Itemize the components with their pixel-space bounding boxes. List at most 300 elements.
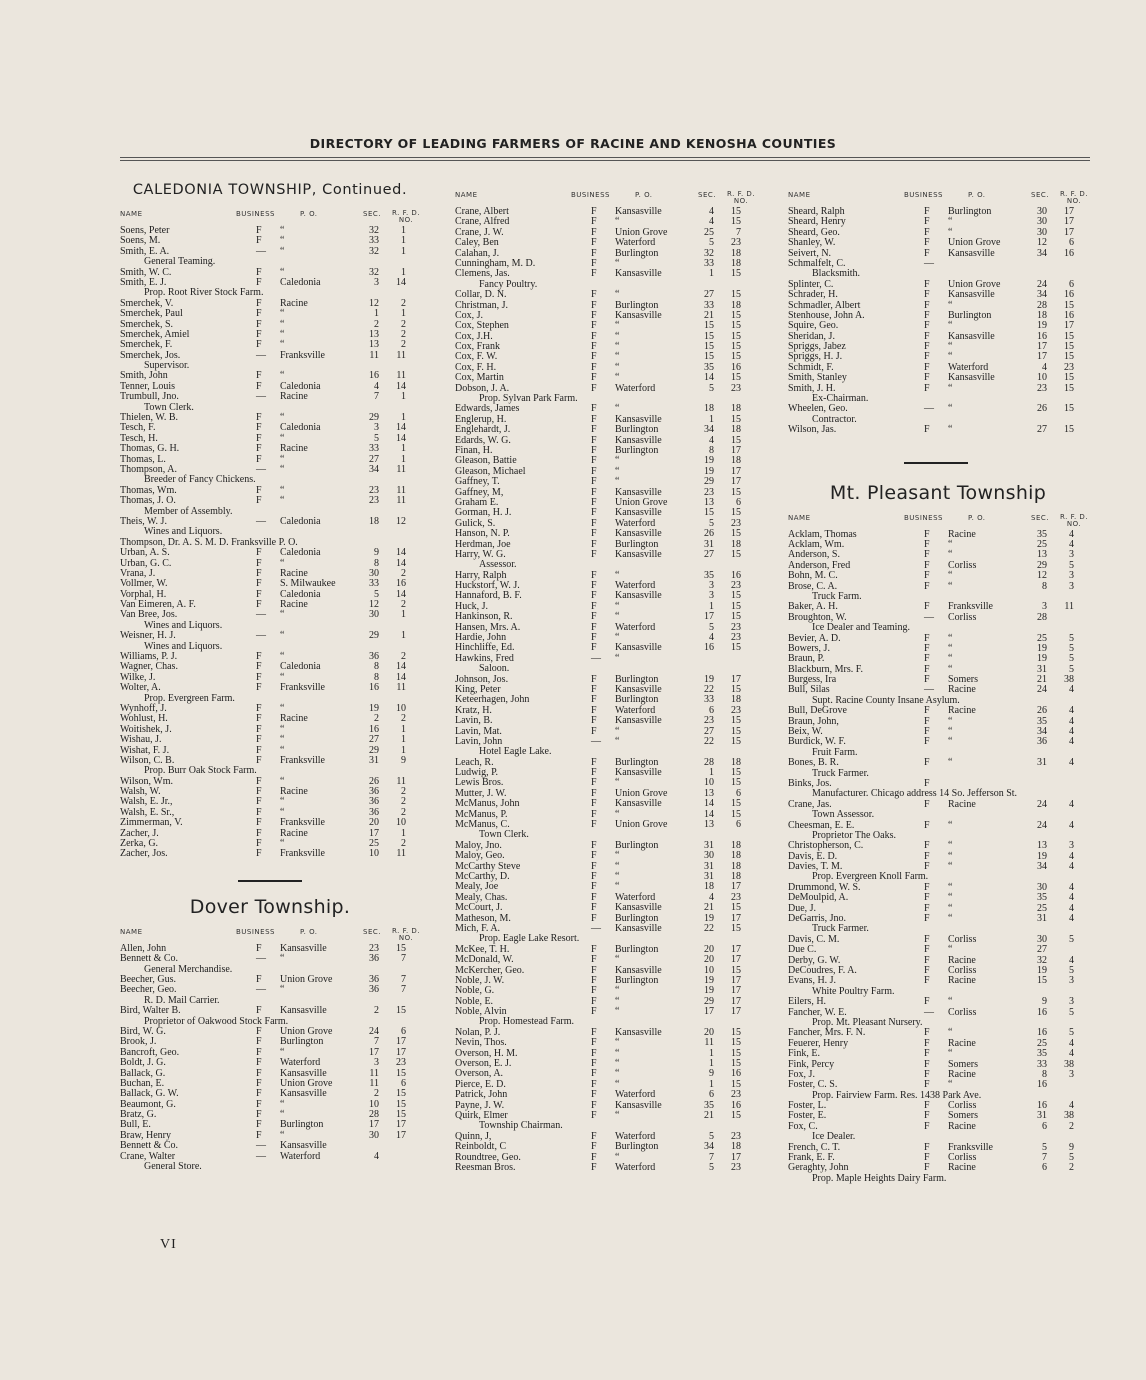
entry-rfd: 2 (401, 339, 406, 351)
entry-business: — (924, 1006, 934, 1018)
entry-sec: 10 (1037, 372, 1047, 384)
entry-name: Payne, J. W. (455, 1099, 505, 1111)
entry-note: Hotel Eagle Lake. (479, 746, 552, 758)
entry-sec: 4 (1042, 361, 1047, 373)
entry-note: General Store. (144, 1161, 202, 1173)
entry-sec: 5 (709, 382, 714, 394)
entry-name: Finan, H. (455, 444, 493, 456)
entry-sec: 16 (704, 642, 714, 654)
entry-name: DeMoulpid, A. (788, 892, 849, 904)
entry-po: Burlington (615, 943, 659, 955)
entry-rfd: 6 (1069, 237, 1074, 249)
directory-entry (455, 1142, 755, 1152)
entry-po: Racine (280, 786, 308, 798)
entry-business: F (591, 1161, 597, 1173)
entry-po: “ (615, 216, 620, 228)
entry-sec: 32 (369, 266, 379, 278)
header-business: BUSINESS (904, 513, 943, 522)
entry-sec: 35 (1037, 892, 1047, 904)
entry-po: “ (280, 463, 285, 475)
entry-rfd: 2 (401, 838, 406, 850)
entry-sec: 9 (374, 547, 379, 559)
entry-business: F (924, 570, 930, 582)
entry-sec: 27 (1037, 944, 1047, 956)
entry-sec: 4 (709, 632, 714, 644)
entry-rfd: 17 (731, 673, 741, 685)
entry-sec: 21 (704, 1109, 714, 1121)
entry-sec: 16 (369, 370, 379, 382)
entry-name: Broughton, W. (788, 611, 847, 623)
entry-business: F (256, 1025, 262, 1037)
entry-business: F (591, 548, 597, 560)
entry-po: Racine (948, 528, 976, 540)
entry-sec: 2 (374, 1088, 379, 1100)
entry-po: “ (280, 630, 285, 642)
entry-sec: 30 (369, 567, 379, 579)
entry-po: “ (615, 611, 620, 623)
entry-po: “ (948, 580, 953, 592)
entry-sec: 6 (1042, 1162, 1047, 1174)
entry-business: F (591, 476, 597, 488)
entry-po: Racine (280, 297, 308, 309)
entry-rfd: 11 (396, 463, 406, 475)
entry-business: F (924, 944, 930, 956)
entry-name: Huckstorf, W. J. (455, 580, 520, 592)
entry-business: F (924, 840, 930, 852)
entry-po: “ (615, 372, 620, 384)
entry-name: Lewis Bros. (455, 777, 504, 789)
entry-business: F (591, 819, 597, 831)
entry-name: King, Peter (455, 683, 501, 695)
entry-note: Prop. Eagle Lake Resort. (479, 933, 580, 945)
entry-po: Kansasville (615, 922, 662, 934)
entry-business: F (591, 341, 597, 353)
entry-name: McManus, P. (455, 808, 508, 820)
entry-rfd: 11 (396, 682, 406, 694)
entry-business: F (591, 600, 597, 612)
entry-po: “ (948, 840, 953, 852)
entry-name: Gaffney, T. (455, 476, 500, 488)
entry-business: F (924, 580, 930, 592)
entry-po: “ (948, 736, 953, 748)
entry-rfd: 18 (731, 299, 741, 311)
entry-rfd: 23 (731, 891, 741, 903)
entry-name: Bowers, J. (788, 642, 830, 654)
entry-rfd: 5 (1069, 632, 1074, 644)
entry-sec: 5 (709, 1130, 714, 1142)
entry-sec: 7 (1042, 1152, 1047, 1164)
entry-sec: 24 (1037, 798, 1047, 810)
entry-rfd: 3 (1069, 996, 1074, 1008)
entry-po: Kansasville (615, 798, 662, 810)
entry-rfd: 15 (1064, 382, 1074, 394)
entry-rfd: 1 (401, 827, 406, 839)
entry-rfd: 6 (736, 787, 741, 799)
entry-po: Burlington (615, 1141, 659, 1153)
entry-rfd: 7 (401, 974, 406, 985)
entry-name: Gulick, S. (455, 517, 496, 529)
entry-rfd: 23 (731, 621, 741, 633)
entry-rfd: 17 (1064, 216, 1074, 228)
entry-business: F (924, 372, 930, 384)
entry-business: F (591, 1068, 597, 1080)
entry-business: F (591, 985, 597, 997)
entry-sec: 14 (704, 372, 714, 384)
entry-rfd: 17 (396, 1129, 406, 1141)
entry-po: Waterford (615, 1089, 656, 1101)
entry-sec: 4 (374, 1150, 379, 1162)
entry-rfd: 4 (1069, 1100, 1074, 1112)
entry-rfd: 23 (1064, 361, 1074, 373)
entry-po: Waterford (615, 704, 656, 716)
right-list (788, 207, 1088, 436)
entry-rfd: 15 (731, 1058, 741, 1070)
directory-entry (120, 1058, 420, 1068)
entry-name: Beaumont, G. (120, 1098, 176, 1110)
entry-business: F (924, 736, 930, 748)
entry-sec: 12 (1037, 237, 1047, 249)
entry-rfd: 15 (731, 1037, 741, 1049)
entry-name: Hanson, N. P. (455, 528, 510, 540)
entry-sec: 29 (704, 995, 714, 1007)
entry-po: “ (615, 881, 620, 893)
entry-name: Trumbull, Jno. (120, 391, 179, 403)
entry-sec: 19 (704, 673, 714, 685)
entry-po: “ (615, 455, 620, 467)
header-sec: SEC. (1031, 513, 1049, 522)
entry-name: Smith, Stanley (788, 372, 847, 384)
entry-note: Thompson, Dr. A. S. M. D. Franksville P. O. (120, 536, 298, 548)
entry-name: Due C. (788, 944, 817, 956)
entry-business: F (924, 299, 930, 311)
entry-sec: 20 (704, 1026, 714, 1038)
entry-rfd: 4 (1069, 705, 1074, 717)
entry-name: Bird, Walter B. (120, 1005, 181, 1017)
entry-business: F (591, 226, 597, 238)
entry-name: Soens, M. (120, 235, 161, 247)
entry-rfd: 23 (731, 1089, 741, 1101)
entry-business: F (924, 1120, 930, 1132)
entry-name: Smerchek, Paul (120, 308, 183, 320)
entry-name: Wilson, C. B. (120, 754, 175, 766)
entry-name: Walsh, E. Sr., (120, 806, 175, 818)
entry-business: F (256, 702, 262, 714)
entry-business: F (256, 225, 262, 236)
entry-name: Crane, Albert (455, 206, 509, 217)
middle-list (455, 207, 755, 1173)
entry-rfd: 9 (401, 754, 406, 766)
entry-business: — (256, 349, 266, 361)
entry-rfd: 4 (1069, 850, 1074, 862)
entry-business: F (256, 443, 262, 455)
entry-rfd: 15 (731, 289, 741, 301)
entry-name: Dobson, J. A. (455, 382, 510, 394)
entry-rfd: 4 (1069, 881, 1074, 893)
header-po: P. O. (635, 191, 653, 199)
entry-po: “ (615, 600, 620, 612)
entry-sec: 30 (1037, 226, 1047, 238)
entry-sec: 18 (369, 515, 379, 527)
entry-rfd: 15 (1064, 341, 1074, 353)
entry-sec: 30 (369, 1129, 379, 1141)
entry-rfd: 15 (1064, 299, 1074, 311)
entry-sec: 24 (1037, 278, 1047, 290)
entry-rfd: 17 (731, 985, 741, 997)
entry-rfd: 15 (731, 507, 741, 519)
entry-rfd: 2 (401, 318, 406, 330)
entry-po: Corliss (948, 965, 977, 976)
entry-business: F (924, 798, 930, 810)
entry-po: “ (615, 1006, 620, 1018)
entry-name: Hansen, Mrs. A. (455, 621, 521, 633)
entry-po: “ (948, 320, 953, 332)
entry-note: General Merchandise. (144, 963, 233, 975)
entry-rfd: 1 (401, 734, 406, 746)
entry-business: — (591, 735, 601, 747)
entry-sec: 16 (1037, 330, 1047, 342)
entry-business: F (256, 547, 262, 559)
entry-po: “ (948, 902, 953, 914)
entry-business: F (591, 881, 597, 893)
entry-business: F (924, 777, 930, 789)
entry-business: F (924, 1079, 930, 1091)
entry-business: F (591, 247, 597, 259)
entry-name: McCarthy Steve (455, 860, 521, 872)
entry-rfd: 15 (731, 268, 741, 280)
entry-rfd: 15 (731, 528, 741, 540)
entry-business: F (591, 954, 597, 966)
entry-business: — (924, 257, 934, 269)
entry-business: F (591, 611, 597, 623)
entry-sec: 36 (1037, 736, 1047, 748)
entry-rfd: 18 (731, 257, 741, 269)
entry-business: F (256, 432, 262, 444)
entry-po: “ (948, 1079, 953, 1091)
entry-rfd: 1 (401, 308, 406, 320)
entry-rfd: 5 (1069, 1152, 1074, 1164)
entry-business: F (591, 1130, 597, 1142)
entry-po: Burlington (948, 206, 992, 217)
entry-business: F (924, 954, 930, 966)
directory-entry (455, 1163, 755, 1173)
entry-po: “ (948, 351, 953, 363)
entry-business: F (924, 965, 930, 976)
entry-sec: 35 (1037, 715, 1047, 727)
entry-name: Braun, John, (788, 715, 839, 727)
entry-name: Noble, Alvin (455, 1006, 507, 1018)
entry-po: Kansasville (615, 902, 662, 914)
entry-sec: 33 (704, 694, 714, 706)
entry-business: F (924, 861, 930, 873)
entry-po: Union Grove (615, 819, 668, 831)
entry-business: F (924, 653, 930, 665)
entry-po: Kansasville (948, 330, 995, 342)
entry-rfd: 14 (396, 588, 406, 600)
entry-note: Proprietor of Oakwood Stock Farm. (144, 1015, 289, 1027)
entry-sec: 6 (1042, 1120, 1047, 1132)
entry-po: “ (280, 651, 285, 663)
entry-sec: 31 (704, 860, 714, 872)
entry-name: Weisner, H. J. (120, 630, 176, 642)
page-title: DIRECTORY OF LEADING FARMERS OF RACINE AND KENOSHA COUNTIES (309, 136, 837, 151)
entry-rfd: 4 (1069, 954, 1074, 966)
entry-sec: 8 (374, 671, 379, 683)
entry-business: F (591, 1089, 597, 1101)
entry-business: F (924, 1068, 930, 1080)
entry-note: Prop. Burr Oak Stock Farm. (144, 765, 257, 777)
left-column (120, 182, 420, 1172)
entry-name: Maloy, Geo. (455, 850, 505, 862)
entry-name: Evans, H. J. (788, 975, 837, 987)
directory-entry (120, 1006, 420, 1016)
entry-business: F (591, 902, 597, 914)
entry-name: Quirk, Elmer (455, 1109, 508, 1121)
entry-name: Spriggs, H. J. (788, 351, 843, 363)
entry-sec: 5 (709, 621, 714, 633)
entry-note: R. D. Mail Carrier. (144, 994, 220, 1006)
entry-po: “ (280, 453, 285, 465)
entry-sec: 5 (709, 1161, 714, 1173)
entry-business: F (256, 1109, 262, 1121)
entry-name: Schrader, H. (788, 289, 838, 301)
entry-name: Bull, E. (120, 1119, 151, 1131)
entry-po: “ (948, 642, 953, 654)
entry-sec: 4 (374, 380, 379, 392)
entry-sec: 13 (704, 787, 714, 799)
header-po: P. O. (968, 191, 986, 199)
entry-note: White Poultry Farm. (812, 985, 895, 997)
entry-po: Kansasville (280, 942, 327, 954)
entry-sec: 32 (369, 225, 379, 236)
entry-business: F (591, 216, 597, 228)
entry-name: Quinn, J, (455, 1130, 492, 1142)
entry-rfd: 6 (1069, 278, 1074, 290)
entry-name: Acklam, Wm. (788, 538, 845, 550)
entry-rfd: 17 (1064, 226, 1074, 238)
entry-rfd: 15 (396, 1109, 406, 1121)
entry-business: F (591, 715, 597, 727)
entry-po: “ (615, 954, 620, 966)
entry-po: “ (615, 1109, 620, 1121)
entry-po: Caledonia (280, 547, 321, 559)
entry-po: “ (280, 702, 285, 714)
entry-name: McKee, T. H. (455, 943, 510, 955)
entry-rfd: 1 (401, 630, 406, 642)
entry-po: “ (948, 881, 953, 893)
entry-sec: 25 (1037, 1037, 1047, 1049)
entry-name: Cox, F. H. (455, 361, 497, 373)
entry-business: F (591, 683, 597, 695)
entry-business: F (924, 757, 930, 769)
entry-business: F (591, 850, 597, 862)
entry-business: F (924, 1048, 930, 1060)
entry-sec: 33 (704, 299, 714, 311)
entry-name: Hannaford, B. F. (455, 590, 522, 602)
entry-sec: 21 (704, 902, 714, 914)
entry-sec: 36 (369, 806, 379, 818)
entry-sec: 15 (704, 341, 714, 353)
entry-business: F (591, 964, 597, 976)
entry-name: Stenhouse, John A. (788, 309, 865, 321)
entry-sec: 19 (1037, 653, 1047, 665)
entry-sec: 28 (369, 1109, 379, 1121)
entry-po: Racine (948, 954, 976, 966)
entry-po: Racine (948, 705, 976, 717)
entry-po: “ (615, 808, 620, 820)
entry-po: “ (948, 996, 953, 1008)
entry-rfd: 1 (401, 443, 406, 455)
entry-po: Racine (280, 827, 308, 839)
entry-business: F (256, 661, 262, 673)
entry-name: Huck, J. (455, 600, 489, 612)
entry-name: Pierce, E. D. (455, 1078, 506, 1090)
entry-note: Saloon. (479, 663, 510, 675)
entry-po: Racine (280, 443, 308, 455)
entry-rfd: 23 (731, 517, 741, 529)
entry-rfd: 17 (731, 943, 741, 955)
entry-rfd: 15 (731, 902, 741, 914)
entry-rfd: 3 (1069, 570, 1074, 582)
entry-name: Buchan, E. (120, 1077, 165, 1089)
entry-po: Kansasville (615, 1026, 662, 1038)
entry-sec: 7 (709, 1151, 714, 1163)
entry-business: F (591, 694, 597, 706)
entry-business: F (256, 495, 262, 507)
entry-business: F (256, 827, 262, 839)
entry-po: Waterford (615, 382, 656, 394)
entry-name: Nevin, Thos. (455, 1037, 507, 1049)
entry-business: F (591, 725, 597, 737)
entry-name: Patrick, John (455, 1089, 508, 1101)
entry-note: Truck Farm. (812, 590, 862, 602)
entry-name: Drummond, W. S. (788, 881, 861, 893)
entry-business: F (924, 206, 930, 217)
entry-rfd: 15 (1064, 403, 1074, 415)
entry-sec: 30 (1037, 206, 1047, 217)
entry-name: Wishau, J. (120, 734, 162, 746)
entry-name: Collar, D. N. (455, 289, 507, 301)
entry-po: “ (280, 318, 285, 330)
entry-po: Franksville (948, 1141, 993, 1153)
entry-sec: 2 (374, 713, 379, 725)
dover-title: Dover Township. (189, 895, 351, 918)
entry-sec: 29 (704, 476, 714, 488)
entry-po: Racine (948, 1037, 976, 1049)
entry-sec: 31 (1037, 1110, 1047, 1122)
entry-po: “ (280, 734, 285, 746)
entry-po: Corliss (948, 1006, 977, 1018)
entry-sec: 13 (369, 339, 379, 351)
entry-po: Kansasville (280, 1088, 327, 1100)
entry-name: French, C. T. (788, 1141, 841, 1153)
entry-sec: 16 (1037, 1006, 1047, 1018)
entry-name: Nolan, P. J. (455, 1026, 501, 1038)
entry-name: Baker, A. H. (788, 601, 838, 613)
entry-po: “ (280, 328, 285, 340)
entry-rfd: 14 (396, 422, 406, 434)
entry-note: Supt. Racine County Insane Asylum. (812, 694, 960, 706)
entry-sec: 23 (704, 486, 714, 498)
entry-sec: 10 (369, 1098, 379, 1110)
entry-business: F (591, 361, 597, 373)
entry-po: “ (948, 913, 953, 925)
entry-sec: 10 (704, 777, 714, 789)
entry-sec: 17 (369, 1046, 379, 1058)
entry-business: F (924, 549, 930, 561)
entry-note: Fruit Farm. (812, 746, 858, 758)
entry-name: Binks, Jos. (788, 777, 832, 789)
entry-po: “ (280, 838, 285, 850)
